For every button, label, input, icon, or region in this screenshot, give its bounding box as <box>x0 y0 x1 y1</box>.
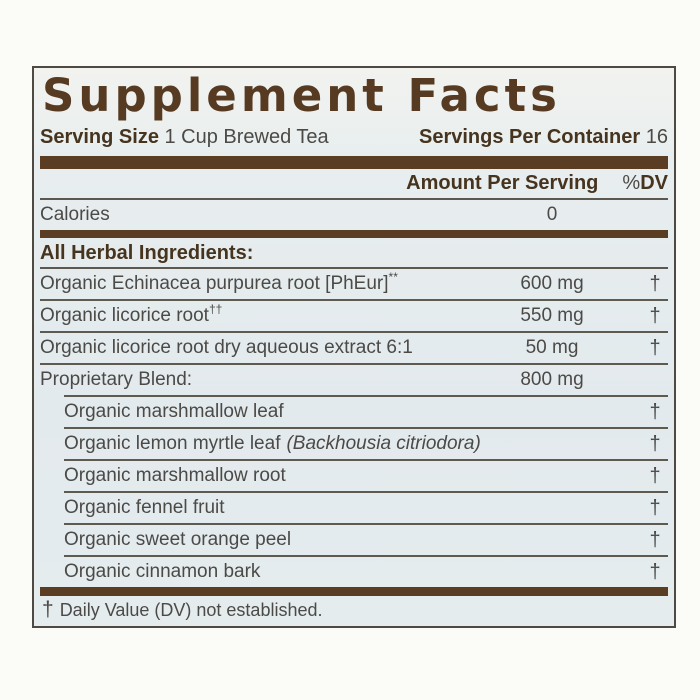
ingredient-name: Organic fennel fruit <box>64 497 225 518</box>
dagger-symbol: † <box>649 401 661 423</box>
ingredient-name <box>40 429 481 459</box>
ingredient-name <box>40 301 222 331</box>
ingredient-row-lemon-myrtle <box>40 429 668 459</box>
divider-thick-bottom <box>40 587 668 596</box>
dagger-symbol: † <box>649 561 661 583</box>
ingredient-row-sweet-orange-peel <box>40 525 668 555</box>
ingredient-name: Organic marshmallow leaf <box>64 401 284 422</box>
ingredient-amount: 550 mg <box>520 305 584 326</box>
dagger-symbol: † <box>42 598 54 621</box>
ingredient-name: Organic licorice root dry aqueous extract 6:1 <box>40 337 413 358</box>
ingredient-amount: 600 mg <box>520 273 584 294</box>
serving-size-value: 1 Cup Brewed Tea <box>164 126 329 148</box>
dagger-symbol: † <box>649 433 661 455</box>
calories-row <box>40 200 668 230</box>
amount-per-serving-label: Amount Per Serving <box>406 172 599 194</box>
ingredient-amount: 50 mg <box>525 337 579 358</box>
dagger-symbol: † <box>649 497 661 519</box>
proprietary-blend-row <box>40 365 668 395</box>
ingredient-name: Proprietary Blend: <box>40 369 193 390</box>
ingredient-row-licorice-extract <box>40 333 668 363</box>
ingredient-row-marshmallow-leaf <box>40 397 668 427</box>
ingredient-text: Organic lemon myrtle leaf <box>64 433 281 454</box>
dv-label: DV <box>640 172 668 194</box>
calories-label: Calories <box>40 204 110 225</box>
footnote-text: Daily Value (DV) not established. <box>59 600 323 620</box>
servings-per-container-value: 16 <box>645 126 668 148</box>
dagger-symbol: † <box>649 337 661 359</box>
dagger-symbol: † <box>649 529 661 551</box>
panel-title: Supplement Facts <box>42 69 561 122</box>
dv-header <box>622 172 668 195</box>
dagger-symbol: † <box>649 305 661 327</box>
serving-size <box>40 126 329 149</box>
divider-thick-top <box>40 156 668 169</box>
ingredient-row-fennel-fruit <box>40 493 668 523</box>
ingredient-name <box>40 269 398 299</box>
amount-per-serving-header <box>40 169 668 200</box>
ingredient-row-marshmallow-root <box>40 461 668 491</box>
latin-name-italic: (Backhousia citriodora) <box>286 433 481 454</box>
ingredient-text: Organic licorice root <box>40 305 209 326</box>
dagger-symbol: † <box>649 273 661 295</box>
asterisk-superscript: ** <box>388 270 398 284</box>
ingredient-row-cinnamon-bark <box>40 557 668 587</box>
ingredient-name: Organic sweet orange peel <box>64 529 292 550</box>
servings-per-container-label: Servings Per Container <box>419 126 641 148</box>
section-header: All Herbal Ingredients: <box>40 238 668 269</box>
ingredient-name: Organic cinnamon bark <box>64 561 261 582</box>
dagger-symbol: † <box>649 465 661 487</box>
ingredient-amount: 800 mg <box>520 369 584 390</box>
calories-value: 0 <box>546 204 558 225</box>
ingredient-row-licorice-root <box>40 301 668 331</box>
dagger-superscript: †† <box>208 302 223 316</box>
footnote <box>40 596 668 623</box>
ingredient-name: Organic marshmallow root <box>64 465 286 486</box>
ingredient-text: Organic Echinacea purpurea root [PhEur] <box>40 273 389 294</box>
supplement-facts-panel <box>32 66 676 628</box>
ingredient-row-echinacea <box>40 269 668 299</box>
serving-size-label: Serving Size <box>40 126 159 148</box>
serving-row <box>40 126 668 149</box>
divider-thick-middle <box>40 230 668 238</box>
servings-per-container <box>419 126 668 149</box>
percent-sign: % <box>622 172 641 194</box>
